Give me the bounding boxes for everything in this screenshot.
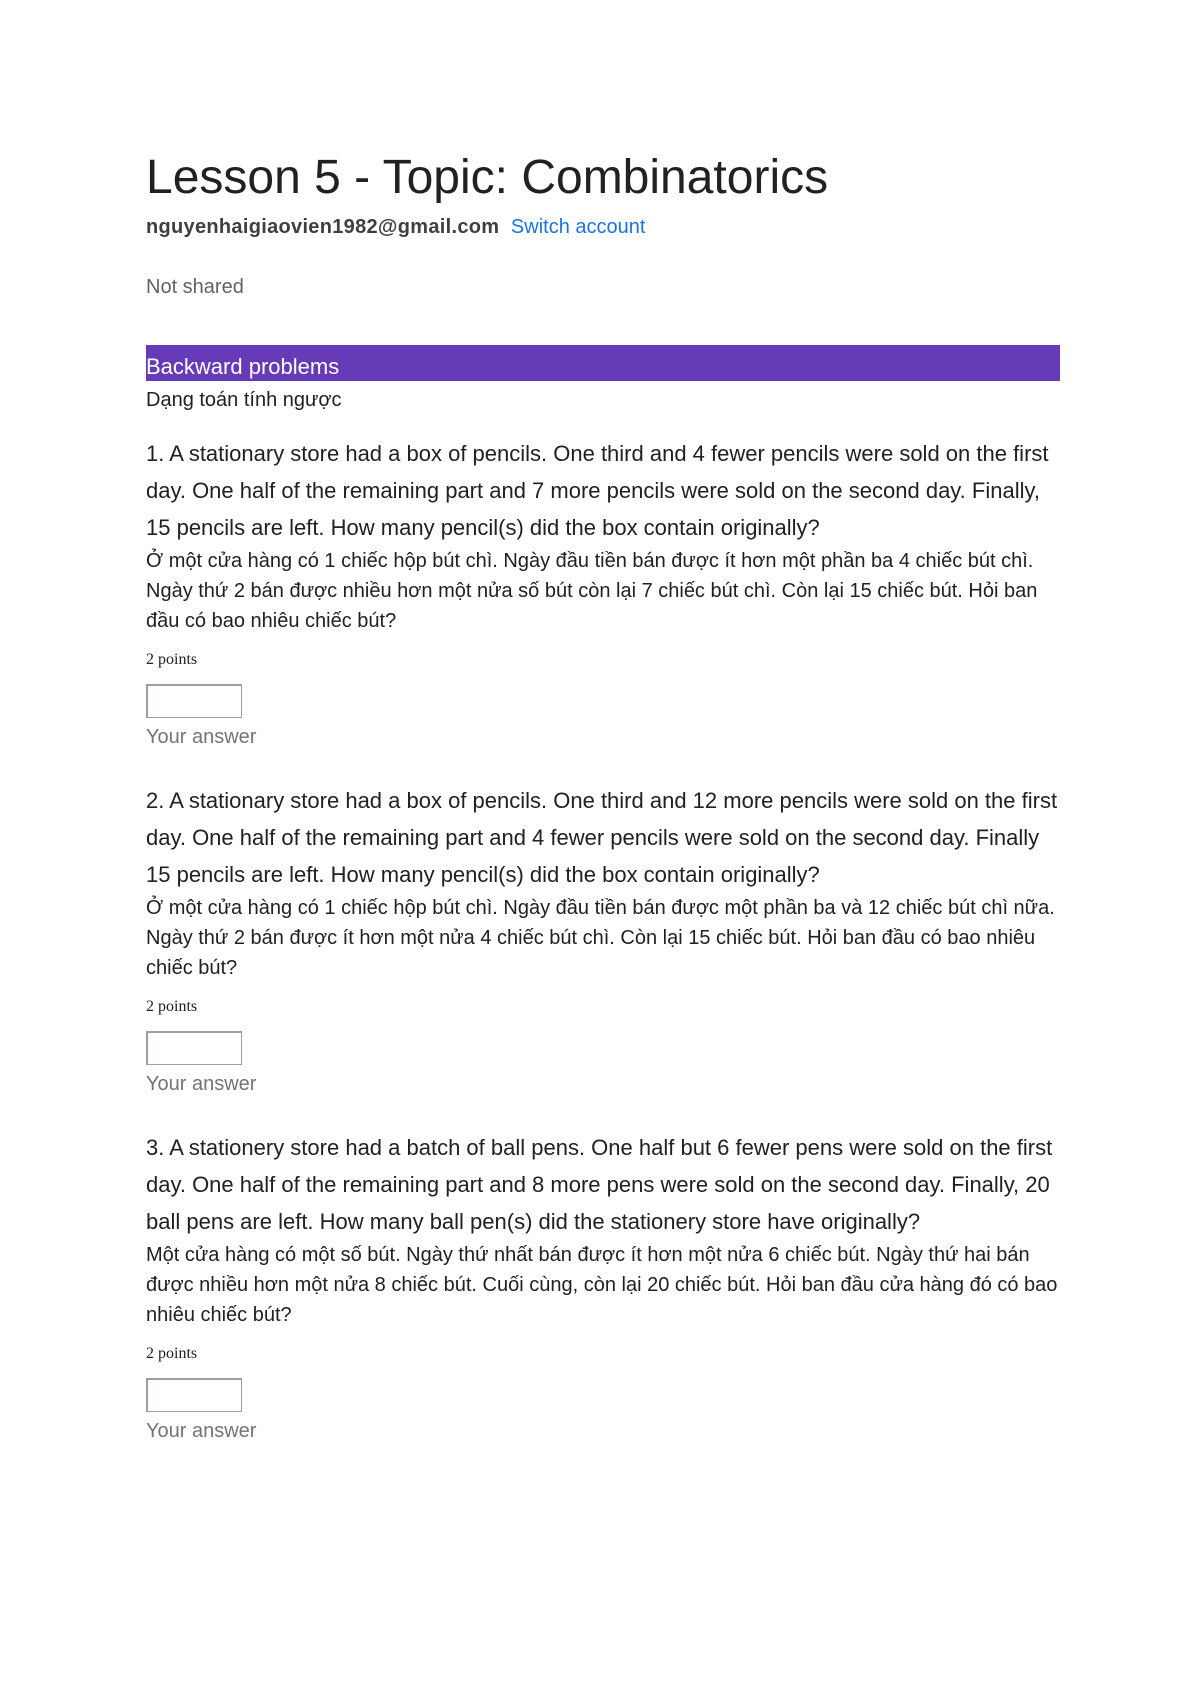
account-email: nguyenhaigiaovien1982@gmail.com <box>146 216 500 238</box>
account-row <box>146 214 1060 240</box>
section-title: Backward problems <box>146 354 340 379</box>
answer-input[interactable] <box>146 684 242 718</box>
question-points: 2 points <box>146 651 198 668</box>
question-points: 2 points <box>146 998 198 1015</box>
question-text-en: 3. A stationery store had a batch of ball pens. One half but 6 fewer pens were sold on the first day. One half of the remaining part and 8 more pens were sold on the second day. Finally, 20 ball pens are left. How many ball pen(s) did the stationery store have originally? <box>146 1135 1053 1234</box>
answer-label: Your answer <box>146 1420 257 1442</box>
question-text-en: 2. A stationary store had a box of pencils. One third and 12 more pencils were sold on the first day. One half of the remaining part and 4 fewer pencils were sold on the second day. Finally 15 pencils are left. How many pencil(s) did the box contain originally? <box>146 788 1058 887</box>
not-shared-label: Not shared <box>146 276 244 298</box>
question-item <box>146 435 1060 750</box>
switch-account-link[interactable]: Switch account <box>510 216 646 238</box>
question-text-vi: Ở một cửa hàng có 1 chiếc hộp bút chì. Ngày đầu tiền bán được một phần ba và 12 chiếc bút chì nữa. Ngày thứ 2 bán được ít hơn một nửa 4 chiếc bút chì. Còn lại 15 chiếc bút. Hỏi ban đầu có bao nhiêu chiếc bút? <box>146 897 1055 979</box>
answer-input[interactable] <box>146 1378 242 1412</box>
section-subtitle: Dạng toán tính ngược <box>146 389 342 411</box>
question-text-vi: Một cửa hàng có một số bút. Ngày thứ nhất bán được ít hơn một nửa 6 chiếc bút. Ngày thứ hai bán được nhiều hơn một nửa 8 chiếc bút. Cuối cùng, còn lại 20 chiếc bút. Hỏi ban đầu cửa hàng đó có bao nhiêu chiếc bút? <box>146 1244 1058 1326</box>
question-points: 2 points <box>146 1345 198 1362</box>
answer-input[interactable] <box>146 1031 242 1065</box>
section-header <box>146 345 1060 381</box>
question-text-vi: Ở một cửa hàng có 1 chiếc hộp bút chì. Ngày đầu tiền bán được ít hơn một phần ba 4 chiếc bút chì. Ngày thứ 2 bán được nhiều hơn một nửa số bút còn lại 7 chiếc bút chì. Còn lại 15 chiếc bút. Hỏi ban đầu có bao nhiêu chiếc bút? <box>146 550 1038 632</box>
answer-label: Your answer <box>146 1073 257 1095</box>
question-item <box>146 782 1060 1097</box>
form-title: Lesson 5 - Topic: Combinatorics <box>146 151 829 204</box>
answer-label: Your answer <box>146 726 257 748</box>
form-page <box>146 150 1060 1444</box>
question-item <box>146 1129 1060 1444</box>
question-text-en: 1. A stationary store had a box of pencils. One third and 4 fewer pencils were sold on the first day. One half of the remaining part and 7 more pencils were sold on the second day. Finally, 15 pencils are left. How many pencil(s) did the box contain originally? <box>146 441 1049 540</box>
